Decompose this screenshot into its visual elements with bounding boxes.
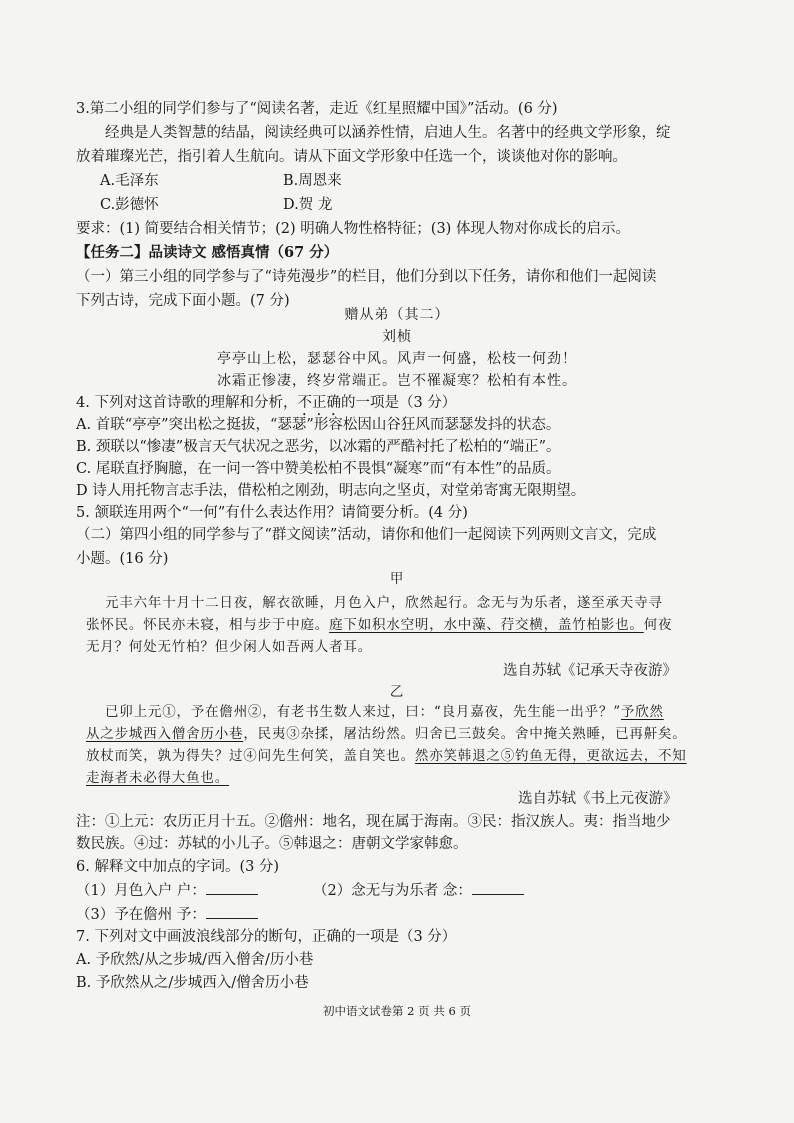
notes-line2: 数民族。④过：苏轼的小儿子。⑤韩退之：唐朝文学家韩愈。 (76, 836, 468, 852)
q7-option-a: A. 予欣然/从之步城/西入僧舍/历小巷 (76, 952, 314, 968)
q4-stem-post: 的一项是（3 分） (340, 395, 457, 411)
text-a-line1: 元丰六年十月十二日夜，解衣欲睡，月色入户，欣然起行。念无与为乐者，遂至承天寺寻 (105, 595, 663, 611)
text-b-line2-post: ，民夷③杂揉，屠沽纷然。归舍已三鼓矣。舍中掩关熟睡，已再鼾矣。 (243, 726, 687, 742)
poem-line2: 冰霜正惨凄，终岁常端正。岂不罹凝寒？松柏有本性。 (217, 373, 577, 389)
q3-option-a: A.毛泽东 (100, 173, 159, 189)
part2-instruction-line1: （二）第四小组的同学参与了“群文阅读”活动，请你和他们一起阅读下列两则文言文，完成 (76, 527, 657, 543)
text-a-label: 甲 (389, 571, 405, 587)
text-b-line3-pre: 放杖而笑，孰为得失？过④问先生何笑，盖自笑也。 (86, 748, 415, 764)
q3-intro-line1: 经典是人类智慧的结晶，阅读经典可以涵养性情，启迪人生。名著中的经典文学形象，绽 (105, 125, 671, 141)
q3-intro-line2: 放着璀璨光芒，指引着人生航向。请从下面文学形象中任选一个，谈谈他对你的影响。 (76, 149, 627, 165)
q4-stem-emphasis: 不正确 (297, 395, 341, 411)
q6-item1 (76, 880, 258, 901)
q7-option-b: B. 予欣然从之/步城西入/僧舍历小巷 (76, 975, 309, 991)
q5-stem: 5. 颔联连用两个“一何”有什么表达作用？请简要分析。(4 分) (76, 505, 468, 521)
text-b-line2 (86, 724, 687, 744)
text-b-wavy-part1: 予欣然 (620, 704, 664, 720)
q3-option-d: D.贺 龙 (283, 197, 333, 213)
text-b-underlined-2: 走海者未必得大鱼也。 (86, 770, 229, 786)
notes-line1: 注：①上元：农历正月十五。②儋州：地名，现在属于海南。③民：指汉族人。夷：指当地少 (76, 814, 671, 830)
text-a-underlined: 庭下如积水空明，水中藻、荇交横，盖竹柏影也。 (329, 617, 644, 633)
q3-requirements: 要求：(1) 简要结合相关情节；(2) 明确人物性格特征；(3) 体现人物对你成长的启示。 (76, 221, 630, 237)
poem-title: 赠从弟（其二） (344, 307, 450, 323)
q6-item2-label: （2）念无与为乐者 念： (313, 883, 472, 899)
q6-item3-label: （3）予在儋州 予： (76, 907, 206, 923)
part1-instruction-line1: （一）第三小组的同学参与了“诗苑漫步”的栏目，他们分到以下任务，请你和他们一起阅读 (76, 269, 657, 285)
q3-option-b: B.周恩来 (283, 173, 342, 189)
text-b-wavy-part2: 从之步城西入僧舍历小巷 (86, 726, 244, 742)
text-b-line1 (105, 702, 664, 722)
q3-title: 3.第二小组的同学们参与了“阅读名著，走近《红星照耀中国》”活动。(6 分) (76, 101, 558, 117)
text-b-underlined-1: 然亦笑韩退之⑤钓鱼无得，更欲远去，不知 (414, 748, 687, 764)
poem-line1: 亭亭山上松，瑟瑟谷中风。风声一何盛，松枝一何劲！ (217, 351, 577, 367)
page-footer: 初中语文试卷第 2 页 共 6 页 (323, 1004, 471, 1018)
q6-stem: 6. 解释文中加点的字词。(3 分) (76, 859, 280, 875)
text-b-label: 乙 (389, 684, 405, 700)
q6-item2 (313, 880, 524, 901)
q6-item1-label: （1）月色入户 户： (76, 883, 206, 899)
poem-author: 刘桢 (382, 329, 412, 345)
q6-item1-blank[interactable] (206, 880, 258, 895)
text-a-line3: 无月？何处无竹柏？但少闲人如吾两人者耳。 (86, 639, 372, 655)
q4-option-a: A. 首联“亭亭”突出松之挺拔，“瑟瑟”形容松因山谷狂风而瑟瑟发抖的状态。 (76, 417, 561, 433)
q3-option-c: C.彭德怀 (100, 197, 159, 213)
text-a-line2-pre: 张怀民。怀民亦未寝，相与步于中庭。 (86, 617, 330, 633)
part2-instruction-line2: 小题。(16 分) (76, 551, 169, 567)
q4-option-d: D 诗人用托物言志手法，借松柏之刚劲，明志向之坚贞，对堂弟寄寓无限期望。 (76, 483, 586, 499)
text-a-line2-post: 何夜 (643, 617, 673, 633)
part1-instruction-line2: 下列古诗，完成下面小题。(7 分) (76, 293, 290, 309)
text-b-line3 (86, 746, 687, 766)
q6-item2-blank[interactable] (472, 880, 524, 895)
q6-item3 (76, 904, 258, 925)
text-b-line1-pre: 已卯上元①，予在儋州②，有老书生数人来过，曰：“良月嘉夜，先生能一出乎？” (105, 704, 621, 720)
text-a-source: 选自苏轼《记承天寺夜游》 (503, 663, 677, 679)
task2-title: 【任务二】品读诗文 感悟真情（67 分） (76, 244, 339, 261)
q4-option-b: B. 颈联以“惨凄”极言天气状况之恶劣，以冰霜的严酷衬托了松柏的“端正”。 (76, 439, 561, 455)
text-a-line2 (86, 615, 672, 635)
q4-stem-pre: 4. 下列对这首诗歌的理解和分析， (76, 395, 298, 411)
q4-option-c: C. 尾联直抒胸臆，在一问一答中赞美松柏不畏惧“凝寒”而“有本性”的品质。 (76, 461, 561, 477)
text-b-line4 (86, 768, 229, 788)
q6-item3-blank[interactable] (206, 904, 258, 919)
text-b-source: 选自苏轼《书上元夜游》 (518, 791, 678, 807)
q7-stem: 7. 下列对文中画波浪线部分的断句，正确的一项是（3 分） (76, 929, 457, 945)
